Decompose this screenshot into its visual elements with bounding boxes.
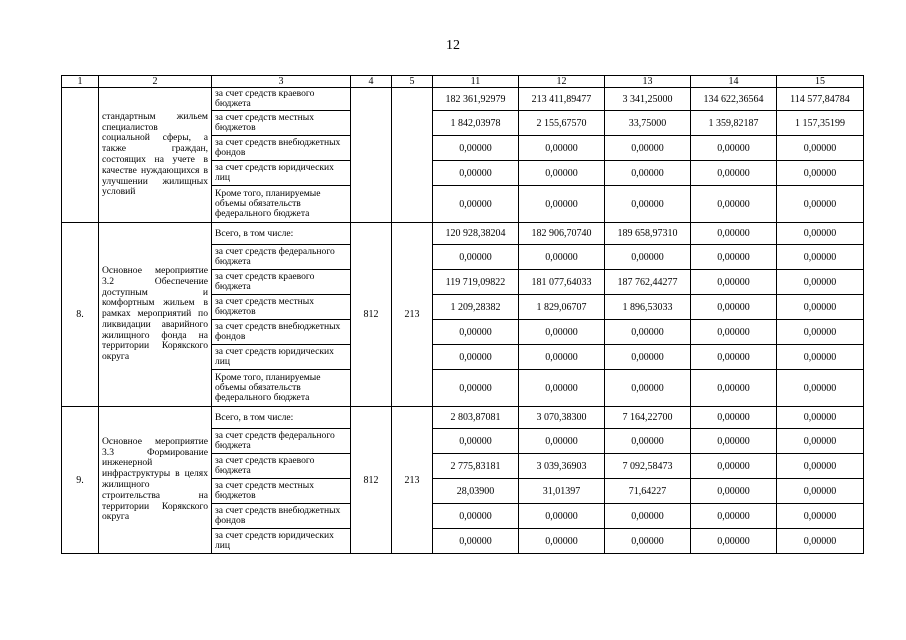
value-cell: 0,00000 bbox=[433, 320, 519, 345]
value-cell: 0,00000 bbox=[777, 320, 864, 345]
value-cell: 0,00000 bbox=[433, 161, 519, 186]
value-cell: 0,00000 bbox=[605, 529, 691, 554]
value-cell: 0,00000 bbox=[777, 529, 864, 554]
funding-source: за счет средств внебюджетных фондов bbox=[212, 320, 351, 345]
value-cell: 0,00000 bbox=[605, 161, 691, 186]
value-cell: 0,00000 bbox=[691, 136, 777, 161]
table-row bbox=[62, 88, 864, 111]
value-cell: 0,00000 bbox=[519, 504, 605, 529]
value-cell: 0,00000 bbox=[519, 429, 605, 454]
row-index: 9. bbox=[62, 407, 99, 554]
funding-source: Всего, в том числе: bbox=[212, 407, 351, 429]
value-cell: 0,00000 bbox=[777, 136, 864, 161]
table-row bbox=[62, 223, 864, 245]
value-cell: 3 341,25000 bbox=[605, 88, 691, 111]
value-cell: 7 092,58473 bbox=[605, 454, 691, 479]
value-cell: 31,01397 bbox=[519, 479, 605, 504]
value-cell: 0,00000 bbox=[691, 295, 777, 320]
value-cell: 0,00000 bbox=[691, 504, 777, 529]
value-cell: 0,00000 bbox=[433, 429, 519, 454]
value-cell: 0,00000 bbox=[433, 370, 519, 407]
value-cell: 0,00000 bbox=[691, 479, 777, 504]
value-cell: 0,00000 bbox=[777, 479, 864, 504]
value-cell: 134 622,36564 bbox=[691, 88, 777, 111]
value-cell: 0,00000 bbox=[691, 320, 777, 345]
value-cell: 0,00000 bbox=[691, 370, 777, 407]
value-cell: 0,00000 bbox=[519, 320, 605, 345]
value-cell: 0,00000 bbox=[777, 161, 864, 186]
funding-source: за счет средств краевого бюджета bbox=[212, 88, 351, 111]
value-cell: 33,75000 bbox=[605, 111, 691, 136]
value-cell: 0,00000 bbox=[691, 454, 777, 479]
header-cell: 13 bbox=[605, 76, 691, 88]
value-cell: 0,00000 bbox=[605, 245, 691, 270]
value-cell: 3 039,36903 bbox=[519, 454, 605, 479]
measure-name: Основное мероприятие 3.3 Формирование инженерной инфраструктуры в целях жилищного строительства на территории Корякского округа bbox=[99, 407, 212, 554]
funding-source: Всего, в том числе: bbox=[212, 223, 351, 245]
value-cell: 0,00000 bbox=[777, 454, 864, 479]
funding-source: за счет средств краевого бюджета bbox=[212, 270, 351, 295]
value-cell: 7 164,22700 bbox=[605, 407, 691, 429]
row-index: 8. bbox=[62, 223, 99, 407]
header-row bbox=[62, 76, 864, 88]
value-cell: 0,00000 bbox=[605, 186, 691, 223]
value-cell: 28,03900 bbox=[433, 479, 519, 504]
value-cell: 0,00000 bbox=[691, 270, 777, 295]
value-cell: 0,00000 bbox=[433, 345, 519, 370]
value-cell: 0,00000 bbox=[691, 529, 777, 554]
value-cell: 1 157,35199 bbox=[777, 111, 864, 136]
value-cell: 71,64227 bbox=[605, 479, 691, 504]
value-cell: 0,00000 bbox=[777, 429, 864, 454]
value-cell: 0,00000 bbox=[605, 370, 691, 407]
value-cell: 119 719,09822 bbox=[433, 270, 519, 295]
header-cell: 4 bbox=[351, 76, 392, 88]
table-body bbox=[62, 88, 864, 554]
value-cell: 0,00000 bbox=[519, 345, 605, 370]
header-cell: 14 bbox=[691, 76, 777, 88]
value-cell: 0,00000 bbox=[433, 529, 519, 554]
funding-source: за счет средств внебюджетных фондов bbox=[212, 136, 351, 161]
value-cell: 0,00000 bbox=[777, 245, 864, 270]
value-cell: 0,00000 bbox=[433, 504, 519, 529]
value-cell: 0,00000 bbox=[605, 345, 691, 370]
value-cell: 0,00000 bbox=[777, 186, 864, 223]
header-cell: 5 bbox=[392, 76, 433, 88]
funding-source: за счет средств юридических лиц bbox=[212, 345, 351, 370]
value-cell: 182 361,92979 bbox=[433, 88, 519, 111]
value-cell: 0,00000 bbox=[519, 136, 605, 161]
value-cell: 189 658,97310 bbox=[605, 223, 691, 245]
value-cell: 0,00000 bbox=[777, 270, 864, 295]
value-cell: 0,00000 bbox=[519, 370, 605, 407]
value-cell: 0,00000 bbox=[777, 370, 864, 407]
funding-source: за счет средств федерального бюджета bbox=[212, 245, 351, 270]
code-col4 bbox=[351, 88, 392, 223]
value-cell: 0,00000 bbox=[433, 245, 519, 270]
funding-source: за счет средств федерального бюджета bbox=[212, 429, 351, 454]
funding-source: за счет средств местных бюджетов bbox=[212, 111, 351, 136]
header-cell: 3 bbox=[212, 76, 351, 88]
value-cell: 1 896,53033 bbox=[605, 295, 691, 320]
funding-source: за счет средств внебюджетных фондов bbox=[212, 504, 351, 529]
value-cell: 0,00000 bbox=[605, 429, 691, 454]
header-cell: 15 bbox=[777, 76, 864, 88]
header-cell: 1 bbox=[62, 76, 99, 88]
value-cell: 3 070,38300 bbox=[519, 407, 605, 429]
value-cell: 0,00000 bbox=[605, 320, 691, 345]
funding-source: за счет средств юридических лиц bbox=[212, 529, 351, 554]
value-cell: 1 209,28382 bbox=[433, 295, 519, 320]
value-cell: 0,00000 bbox=[605, 136, 691, 161]
value-cell: 0,00000 bbox=[777, 295, 864, 320]
value-cell: 0,00000 bbox=[691, 245, 777, 270]
value-cell: 0,00000 bbox=[433, 186, 519, 223]
funding-source: Кроме того, планируемые объемы обязательств федерального бюджета bbox=[212, 186, 351, 223]
value-cell: 0,00000 bbox=[777, 504, 864, 529]
funding-source: Кроме того, планируемые объемы обязательств федерального бюджета bbox=[212, 370, 351, 407]
measure-name: Основное мероприятие 3.2 Обеспечение доступным и комфортным жильем в рамках мероприятий по ликвидации аварийного жилищного фонда на территории Корякского округа bbox=[99, 223, 212, 407]
code-col4: 812 bbox=[351, 223, 392, 407]
code-col5: 213 bbox=[392, 407, 433, 554]
value-cell: 0,00000 bbox=[433, 136, 519, 161]
funding-source: за счет средств краевого бюджета bbox=[212, 454, 351, 479]
value-cell: 120 928,38204 bbox=[433, 223, 519, 245]
funding-source: за счет средств юридических лиц bbox=[212, 161, 351, 186]
value-cell: 0,00000 bbox=[691, 345, 777, 370]
value-cell: 213 411,89477 bbox=[519, 88, 605, 111]
value-cell: 0,00000 bbox=[777, 223, 864, 245]
value-cell: 1 829,06707 bbox=[519, 295, 605, 320]
header-cell: 11 bbox=[433, 76, 519, 88]
value-cell: 0,00000 bbox=[519, 186, 605, 223]
code-col5 bbox=[392, 88, 433, 223]
page-number: 12 bbox=[446, 38, 460, 53]
value-cell: 0,00000 bbox=[519, 529, 605, 554]
value-cell: 0,00000 bbox=[519, 245, 605, 270]
measure-name: стандартным жильем специалистов социальной сферы, а также граждан, состоящих на учете в качестве нуждающихся в улучшении жилищных условий bbox=[99, 88, 212, 223]
row-index bbox=[62, 88, 99, 223]
funding-source: за счет средств местных бюджетов bbox=[212, 295, 351, 320]
value-cell: 0,00000 bbox=[691, 223, 777, 245]
value-cell: 0,00000 bbox=[777, 407, 864, 429]
value-cell: 0,00000 bbox=[691, 186, 777, 223]
value-cell: 0,00000 bbox=[519, 161, 605, 186]
value-cell: 182 906,70740 bbox=[519, 223, 605, 245]
code-col5: 213 bbox=[392, 223, 433, 407]
header-cell: 12 bbox=[519, 76, 605, 88]
value-cell: 0,00000 bbox=[777, 345, 864, 370]
value-cell: 114 577,84784 bbox=[777, 88, 864, 111]
value-cell: 187 762,44277 bbox=[605, 270, 691, 295]
table-row bbox=[62, 407, 864, 429]
value-cell: 1 842,03978 bbox=[433, 111, 519, 136]
value-cell: 2 155,67570 bbox=[519, 111, 605, 136]
value-cell: 2 803,87081 bbox=[433, 407, 519, 429]
value-cell: 0,00000 bbox=[605, 504, 691, 529]
header-cell: 2 bbox=[99, 76, 212, 88]
budget-table bbox=[61, 75, 864, 554]
value-cell: 0,00000 bbox=[691, 407, 777, 429]
value-cell: 181 077,64033 bbox=[519, 270, 605, 295]
funding-source: за счет средств местных бюджетов bbox=[212, 479, 351, 504]
value-cell: 2 775,83181 bbox=[433, 454, 519, 479]
value-cell: 0,00000 bbox=[691, 429, 777, 454]
value-cell: 0,00000 bbox=[691, 161, 777, 186]
value-cell: 1 359,82187 bbox=[691, 111, 777, 136]
code-col4: 812 bbox=[351, 407, 392, 554]
